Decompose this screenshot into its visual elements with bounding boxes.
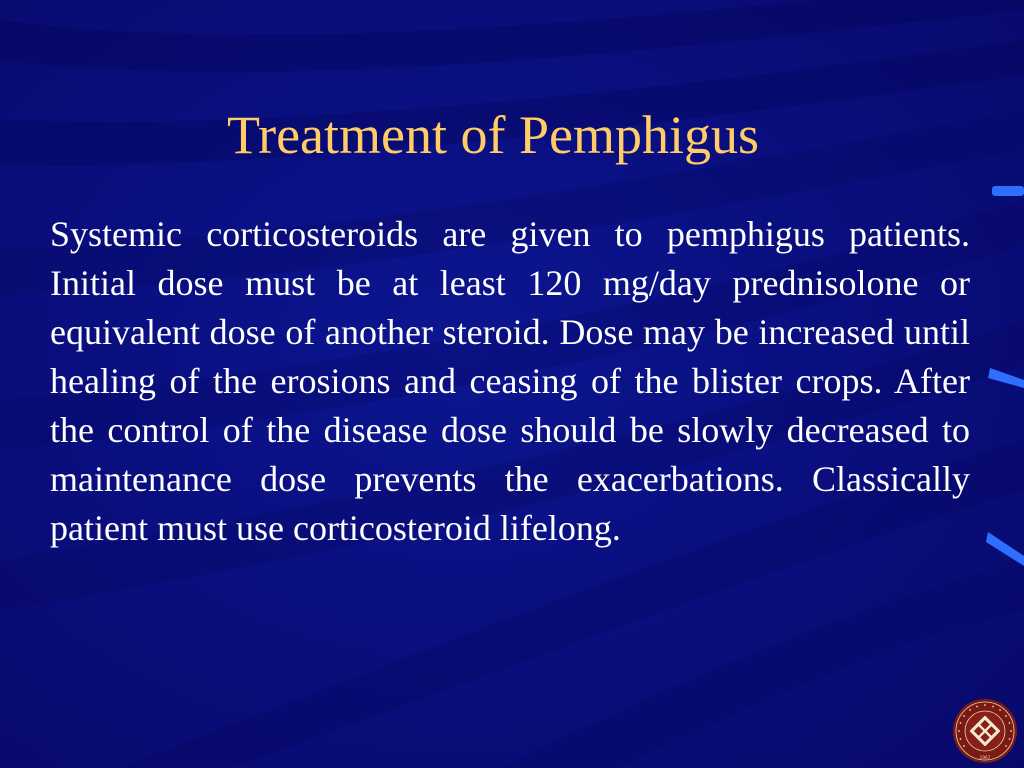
svg-text:1967: 1967	[979, 755, 991, 760]
slide-body-text: Systemic corticosteroids are given to pemphigus patients. Initial dose must be at least 120 mg/day prednisolone or equivalent dose of another steroid. Dose may be increased until healing of the erosions and ceasing of the blister crops. After the control of the disease dose should be slowly decreased to maintenance dose prevents the exacerbations. Classically patient must use corticosteroid lifelong.	[50, 214, 970, 548]
accent-dash	[988, 368, 1024, 388]
accent-dash	[992, 186, 1024, 196]
slide-title: Treatment of Pemphigus	[227, 105, 759, 165]
accent-dash	[986, 532, 1024, 566]
university-seal-logo	[952, 698, 1018, 764]
